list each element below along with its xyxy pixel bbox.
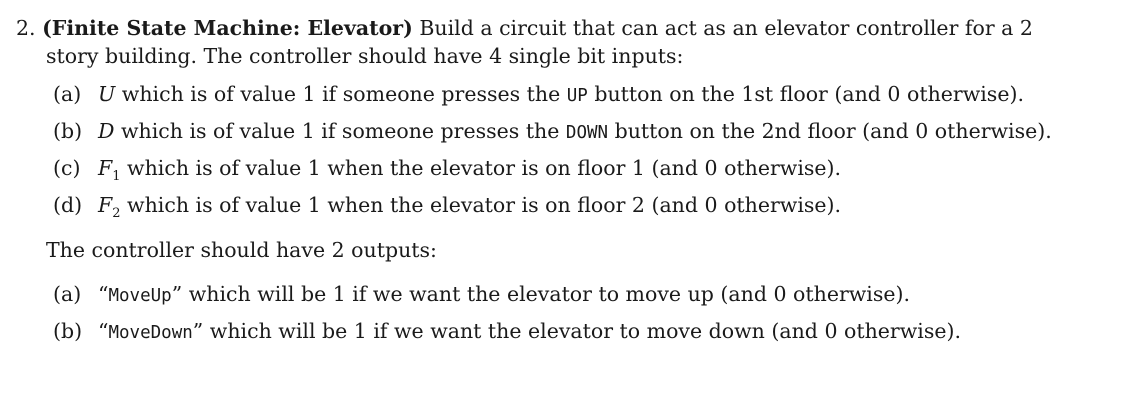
input-item-b: [16, 113, 1116, 150]
problem-title: (Finite State Machine: Elevator): [42, 16, 413, 40]
output-label: (b): [53, 319, 83, 343]
input-label: (c): [53, 156, 81, 180]
output-item-b: [16, 313, 1116, 350]
input-text-before: which is of value 1 when the elevator is on floor 1 (and 0 otherwise).: [120, 156, 842, 180]
input-text-after: button on the 2nd floor (and 0 otherwise).: [608, 119, 1052, 143]
input-text-before: which is of value 1 if someone presses the: [115, 82, 567, 106]
input-variable: F: [98, 156, 113, 180]
outputs-intro: The controller should have 2 outputs:: [46, 238, 437, 262]
input-label: (a): [53, 82, 82, 106]
input-variable-subscript: 2: [112, 206, 121, 222]
input-text-before: which is of value 1 if someone presses the: [114, 119, 566, 143]
input-variable: F: [98, 193, 113, 217]
output-text: which will be 1 if we want the elevator to move up (and 0 otherwise).: [182, 282, 911, 306]
output-text: which will be 1 if we want the elevator to move down (and 0 otherwise).: [203, 319, 961, 343]
input-text-before: which is of value 1 when the elevator is on floor 2 (and 0 otherwise).: [120, 193, 842, 217]
input-text-after: button on the 1st floor (and 0 otherwise).: [587, 82, 1024, 106]
output-close-quote: ”: [192, 319, 204, 343]
input-label: (b): [53, 119, 83, 143]
input-variable-subscript: 1: [112, 169, 121, 185]
problem-header-line: [16, 14, 1116, 42]
input-code: DOWN: [565, 123, 609, 143]
input-item-c: [16, 150, 1116, 187]
input-label: (d): [53, 193, 83, 217]
problem-number: 2.: [16, 16, 36, 40]
output-close-quote: ”: [171, 282, 183, 306]
problem-intro-line2: story building. The controller should have 4 single bit inputs:: [46, 44, 684, 68]
outputs-list: [16, 276, 1116, 350]
output-code: MoveDown: [108, 323, 193, 343]
problem-block: [16, 14, 1116, 350]
input-item-d: [16, 187, 1116, 224]
input-variable: U: [98, 82, 116, 106]
input-code: UP: [566, 86, 588, 106]
input-variable: D: [98, 119, 115, 143]
problem-intro-part1: Build a circuit that can act as an elevator controller for a 2: [419, 16, 1033, 40]
output-open-quote: “: [98, 319, 109, 343]
output-open-quote: “: [98, 282, 109, 306]
inputs-list: [16, 76, 1116, 224]
output-code: MoveUp: [108, 286, 172, 306]
output-label: (a): [53, 282, 82, 306]
output-item-a: [16, 276, 1116, 313]
input-item-a: [16, 76, 1116, 113]
